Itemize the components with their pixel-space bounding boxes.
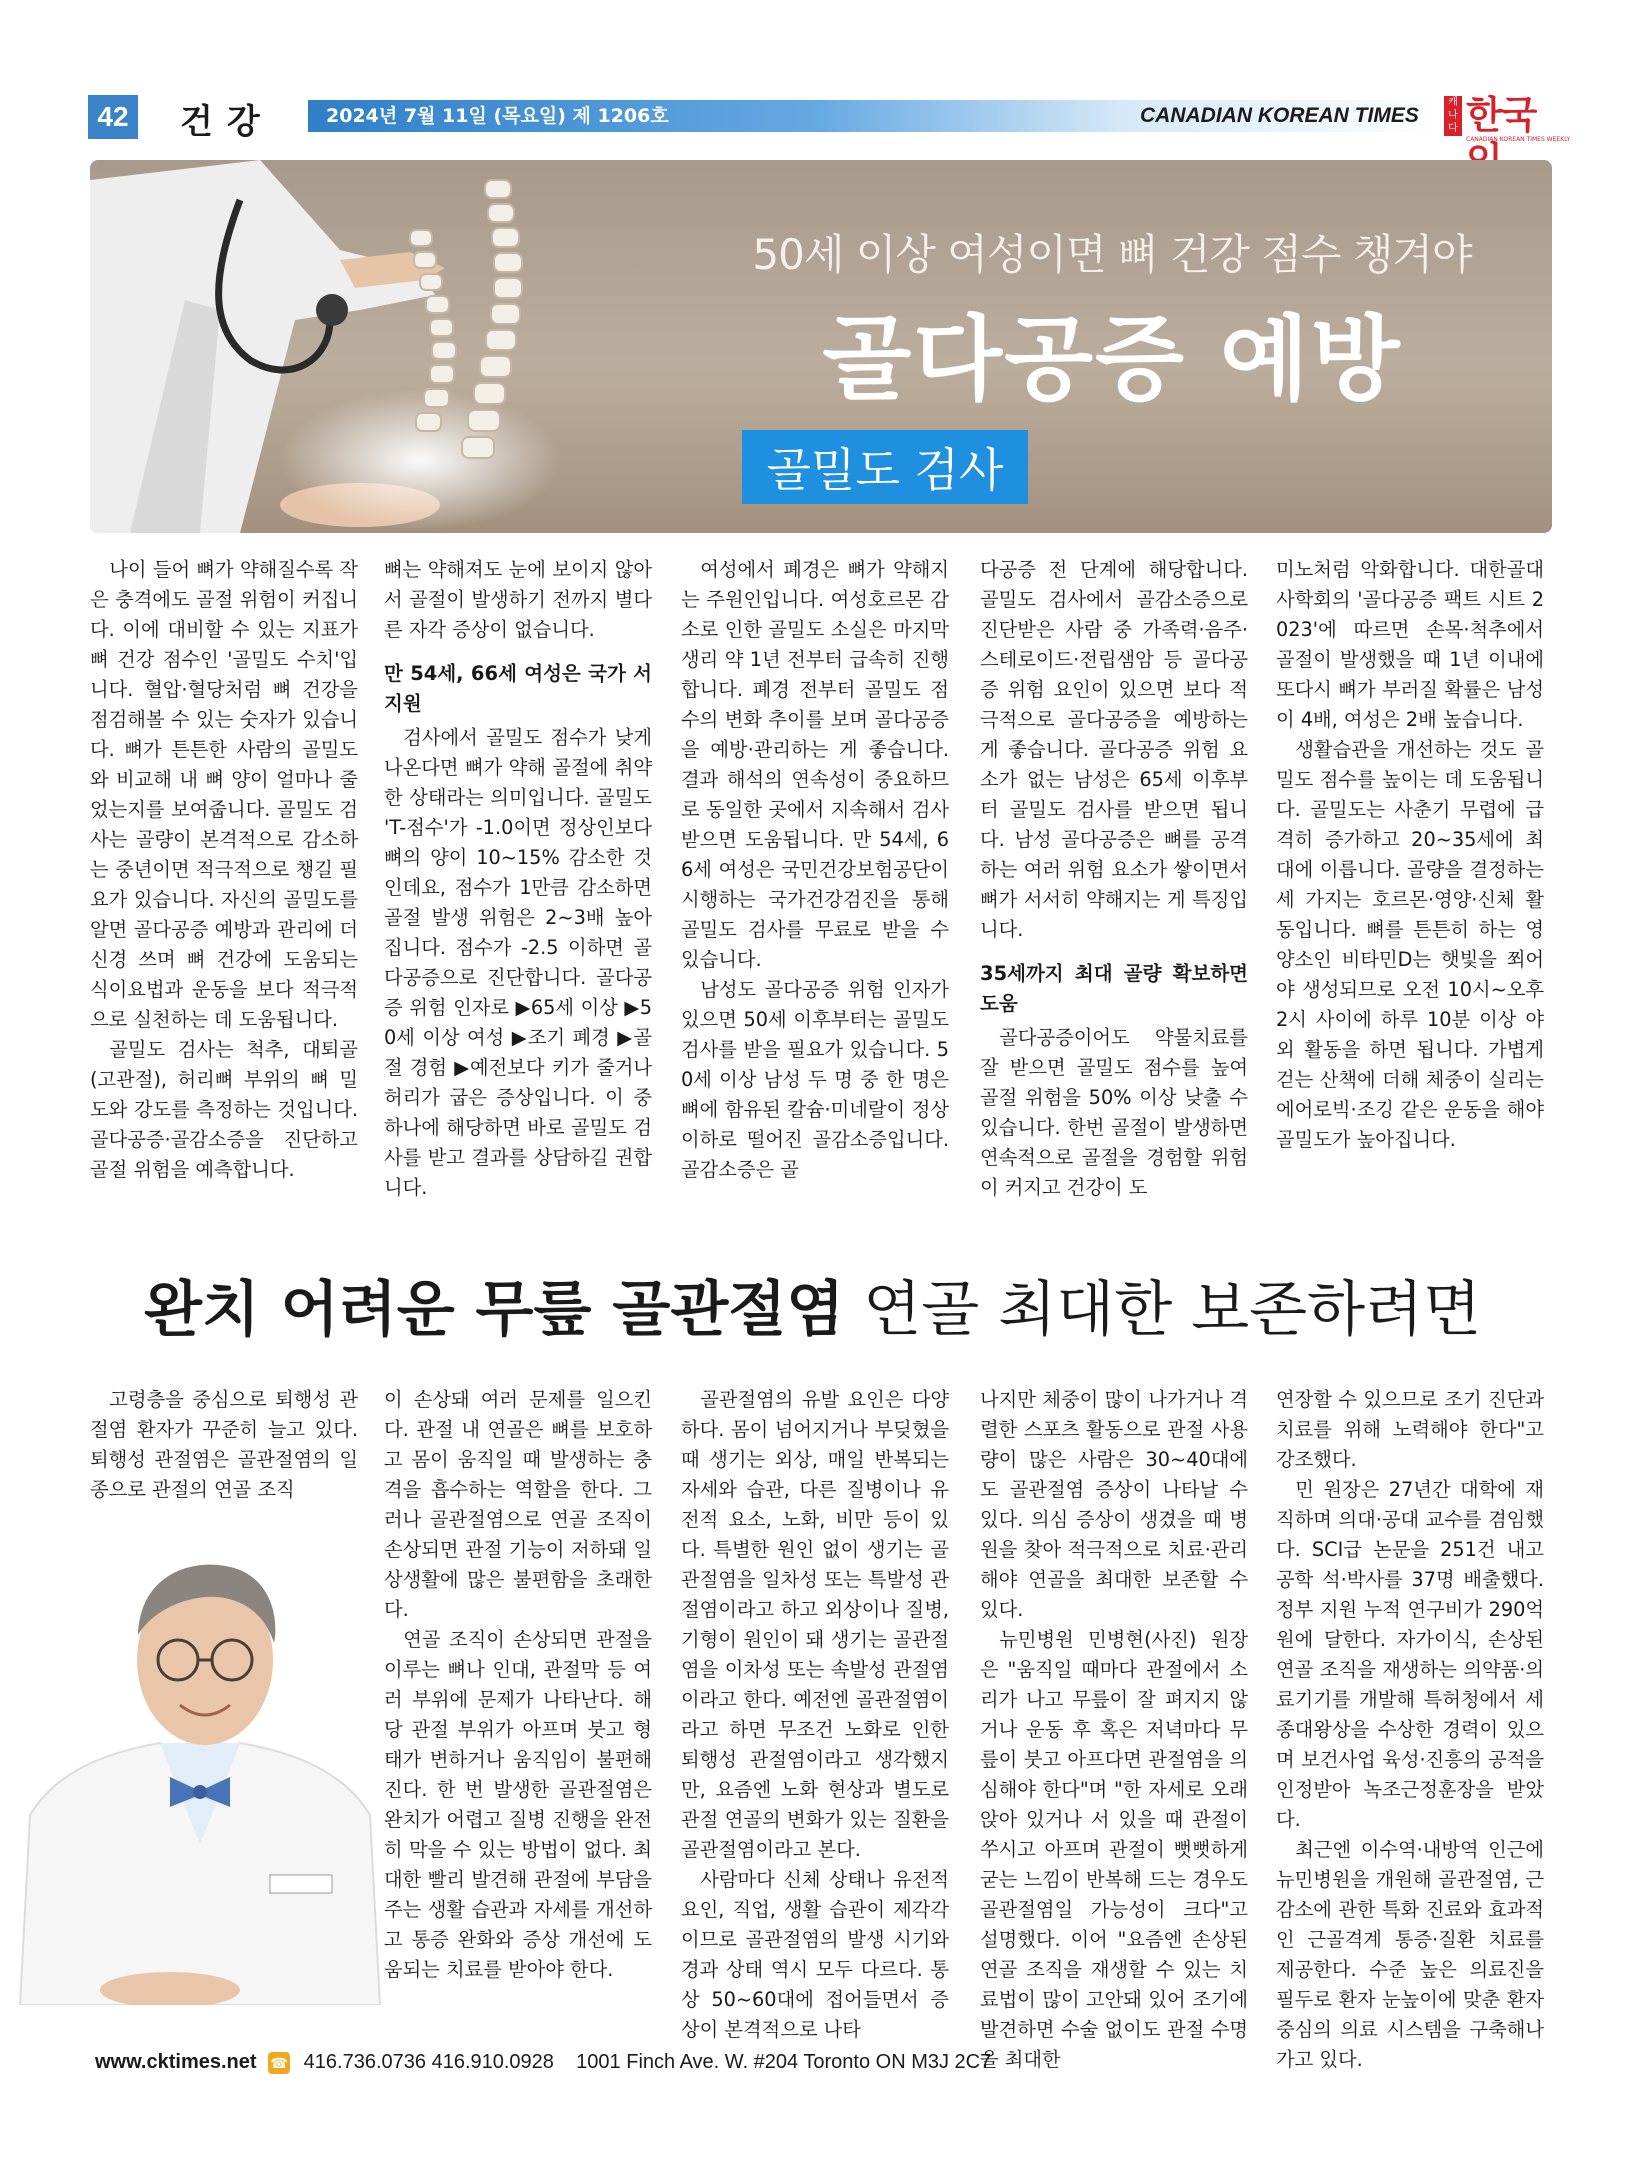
paragraph: 나이 들어 뼈가 약해질수록 작은 충격에도 골절 위험이 커집니다. 이에 대비할 수 있는 지표가 뼈 건강 점수인 '골밀도 수치'입니다. 혈압·혈당처럼 뼈 건강을 점검해볼 수 있는 숫자가 있습니다. 뼈가 튼튼한 사람의 골밀도와 비교해 내 뼈 양이 얼마나 줄었는지를 보여줍니다. 골밀도 검사는 골량이 본격적으로 감소하는 중년이면 적극적으로 챙길 필요가 있습니다. 자신의 골밀도를 알면 골다공증 예방과 관리에 더 신경 쓰며 뼈 건강에 도움되는 식이요법과 운동을 보다 적극적으로 실천하는 데 도움됩니다.	[90, 558, 358, 1031]
footer-phones: 416.736.0736 416.910.0928	[303, 2051, 554, 2073]
article1-column-1	[90, 555, 358, 1185]
publication-name: CANADIAN KOREAN TIMES	[1140, 104, 1419, 127]
article-banner	[90, 160, 1552, 533]
paragraph: 민 원장은 27년간 대학에 재직하며 의대·공대 교수를 겸임했다. SCI급 논문을 251건 내고 공학 석·박사를 37명 배출했다. 정부 지원 누적 연구비가 290억 원에 달한다. 자가이식, 손상된 연골 조직을 재생하는 의약품·의료기기를 개발해 특허청에서 세종대왕상을 수상한 경력이 있으며 보건사업 육성·진흥의 공적을 인정받아 녹조근정훈장을 받았다.	[1276, 1478, 1544, 1831]
footer-address: 1001 Finch Ave. W. #204 Toronto ON M3J 2C7	[576, 2051, 992, 2073]
article-title: 골다공증 예방	[822, 306, 1402, 413]
phone-icon: ☎	[268, 2052, 290, 2074]
paragraph: 남성도 골다공증 위험 인자가 있으면 50세 이후부터는 골밀도 검사를 받을 필요가 있습니다. 50세 이상 남성 두 명 중 한 명은 뼈에 함유된 칼슘·미네랄이 정상 이하로 떨어진 골감소증입니다. 골감소증은 골	[681, 978, 949, 1181]
paragraph: 골다공증이어도 약물치료를 잘 받으면 골밀도 점수를 높여 골절 위험을 50% 이상 낮출 수 있습니다. 한번 골절이 발생하면 연속적으로 골절을 경험할 위험이 커지고 건강이 도	[980, 1026, 1248, 1199]
article1-column-4	[980, 555, 1248, 1203]
paragraph: 검사에서 골밀도 점수가 낮게 나온다면 뼈가 약해 골절에 취약한 상태라는 의미입니다. 골밀도 'T-점수'가 -1.0이면 정상인보다 뼈의 양이 10~15% 감소한 것인데요, 점수가 1만큼 감소하면 골절 발생 위험은 2~3배 높아집니다. 점수가 -2.5 이하면 골다공증으로 진단합니다. 골다공증 위험 인자로 ▶65세 이상 ▶50세 이상 여성 ▶조기 폐경 ▶골절 경험 ▶예전보다 키가 줄거나 허리가 굽은 증상입니다. 이 중 하나에 해당하면 바로 골밀도 검사를 받고 결과를 상담하길 권합니다.	[384, 726, 652, 1199]
doctor-photo	[0, 1515, 400, 2005]
logo-subtext: CANADIAN KOREAN TIMES WEEKLY	[1466, 136, 1571, 143]
section-title: 건강	[180, 102, 274, 142]
issue-date: 2024년 7월 11일 (목요일) 제 1206호	[326, 105, 669, 127]
headline-bold: 완치 어려운 무릎 골관절염	[143, 1275, 845, 1345]
paragraph: 미노처럼 악화합니다. 대한골대사학회의 '골다공증 팩트 시트 2023'에 따르면 손목·척추에서 골절이 발생했을 때 1년 이내에 또다시 뼈가 부러질 확률은 남성이 4배, 여성은 2배 높습니다.	[1276, 558, 1544, 731]
article2-column-3	[681, 1385, 949, 2045]
paragraph: 생활습관을 개선하는 것도 골밀도 점수를 높이는 데 도움됩니다. 골밀도는 사춘기 무렵에 급격히 증가하고 20~35세에 최대에 이릅니다. 골량을 결정하는 세 가지는 호르몬·영양·신체 활동입니다. 뼈를 튼튼히 하는 영양소인 비타민D는 햇빛을 쬐어야 생성되므로 오전 10시~오후 2시 사이에 하루 10분 이상 야외 활동을 하면 됩니다. 가볍게 걷는 산책에 더해 체중이 실리는 에어로빅·조깅 같은 운동을 해야 골밀도가 높아집니다.	[1276, 738, 1544, 1151]
article2-column-5	[1276, 1385, 1544, 2075]
paragraph: 연골 조직이 손상되면 관절을 이루는 뼈나 인대, 관절막 등 여러 부위에 문제가 나타난다. 해당 관절 부위가 아프며 붓고 형태가 변하거나 움직임이 불편해진다. 한 번 발생한 골관절염은 완치가 어렵고 질병 진행을 완전히 막을 수 있는 방법이 없다. 최대한 빨리 발견해 관절에 부담을 주는 생활 습관과 자세를 개선하고 통증 완화와 증상 개선에 도움되는 치료를 받아야 한다.	[384, 1628, 652, 1981]
footer-website[interactable]: www.cktimes.net	[95, 2051, 257, 2073]
paragraph: 골관절염의 유발 요인은 다양하다. 몸이 넘어지거나 부딪혔을 때 생기는 외상, 매일 반복되는 자세와 습관, 다른 질병이나 유전적 요소, 노화, 비만 등이 있다. 특별한 원인 없이 생기는 골관절염을 일차성 또는 특발성 관절염이라고 하고 외상이나 질병, 기형이 원인이 돼 생기는 골관절염을 이차성 또는 속발성 관절염이라고 한다. 예전엔 골관절염이라고 하면 무조건 노화로 인한 퇴행성 관절염이라고 생각했지만, 요즘엔 노화 현상과 별도로 관절 연골의 변화가 있는 질환을 골관절염이라고 본다.	[681, 1388, 949, 1861]
article1-column-5	[1276, 555, 1544, 1155]
paragraph: 고령층을 중심으로 퇴행성 관절염 환자가 꾸준히 늘고 있다. 퇴행성 관절염은 골관절염의 일종으로 관절의 연골 조직	[90, 1388, 358, 1501]
paragraph: 연장할 수 있으므로 조기 진단과 치료를 위해 노력해야 한다"고 강조했다.	[1276, 1388, 1544, 1471]
paragraph: 나지만 체중이 많이 나가거나 격렬한 스포츠 활동으로 관절 사용량이 많은 사람은 30~40대에도 골관절염 증상이 나타날 수 있다. 의심 증상이 생겼을 때 병원을 찾아 적극적으로 치료·관리해야 연골을 최대한 보존할 수 있다.	[980, 1388, 1248, 1621]
paragraph: 이 손상돼 여러 문제를 일으킨다. 관절 내 연골은 뼈를 보호하고 몸이 움직일 때 발생하는 충격을 흡수하는 역할을 한다. 그러나 골관절염으로 연골 조직이 손상되면 관절 기능이 저하돼 일상생활에 많은 불편함을 초래한다.	[384, 1388, 652, 1621]
paragraph: 다공증 전 단계에 해당합니다. 골밀도 검사에서 골감소증으로 진단받은 사람 중 가족력·음주·스테로이드·전립샘암 등 골다공증 위험 요인이 있으면 보다 적극적으로 골다공증을 예방하는 게 좋습니다. 골다공증 위험 요소가 없는 남성은 65세 이후부터 골밀도 검사를 받으면 됩니다. 남성 골다공증은 뼈를 공격하는 여러 위험 요소가 쌓이면서 뼈가 서서히 약해지는 게 특징입니다.	[980, 558, 1248, 941]
logo-text: 한국	[1466, 93, 1536, 137]
paragraph: 여성에서 폐경은 뼈가 약해지는 주원인입니다. 여성호르몬 감소로 인한 골밀도 소실은 마지막 생리 약 1년 전부터 급속히 진행합니다. 폐경 전부터 골밀도 점수의 변화 추이를 보며 골다공증을 예방·관리하는 게 좋습니다. 결과 해석의 연속성이 중요하므로 동일한 곳에서 지속해서 검사받으면 도움됩니다. 만 54세, 66세 여성은 국민건강보험공단이 시행하는 국가건강검진을 통해 골밀도 검사를 무료로 받을 수 있습니다.	[681, 558, 949, 971]
paragraph: 골밀도 검사는 척추, 대퇴골(고관절), 허리뼈 부위의 뼈 밀도와 강도를 측정하는 것입니다. 골다공증·골감소증을 진단하고 골절 위험을 예측합니다.	[90, 1038, 358, 1181]
masthead-logo	[1444, 92, 1571, 144]
article1-column-3	[681, 555, 949, 1185]
page-number: 42	[88, 95, 138, 139]
article-tag: 골밀도 검사	[742, 430, 1028, 504]
paragraph: 사람마다 신체 상태나 유전적 요인, 직업, 생활 습관이 제각각이므로 골관절염의 발생 시기와 경과 상태 역시 모두 다르다. 통상 50~60대에 접어들면서 증상이 본격적으로 나타	[681, 1868, 949, 2041]
subheading: 만 54세, 66세 여성은 국가 서 지원	[384, 662, 652, 715]
article2-column-4	[980, 1385, 1248, 2075]
paragraph: 뼈는 약해져도 눈에 보이지 않아서 골절이 발생하기 전까지 별다른 자각 증상이 없습니다.	[384, 558, 652, 641]
article-subtitle: 50세 이상 여성이면 뼈 건강 점수 챙겨야	[752, 230, 1472, 279]
headline-light: 연골 최대한 보존하려면	[863, 1275, 1482, 1345]
page-footer	[95, 2051, 991, 2074]
logo-small-text: 캐나다	[1444, 96, 1462, 136]
article2-column-1	[90, 1385, 358, 1505]
article2-headline	[0, 1270, 1625, 1350]
paragraph: 최근엔 이수역·내방역 인근에 뉴민병원을 개원해 골관절염, 근감소에 관한 특화 진료와 효과적인 근골격계 통증·질환 치료를 제공한다. 수준 높은 의료진을 필두로 환자 눈높이에 맞춘 환자 중심의 의료 시스템을 구축해나가고 있다.	[1276, 1838, 1544, 2071]
subheading: 35세까지 최대 골량 확보하면 도움	[980, 962, 1248, 1015]
article1-column-2	[384, 555, 652, 1203]
paragraph: 뉴민병원 민병현(사진) 원장은 "움직일 때마다 관절에서 소리가 나고 무릎이 잘 펴지지 않거나 운동 후 혹은 저녁마다 무릎이 붓고 아프다면 관절염을 의심해야 한다"며 "한 자세로 오래 앉아 있거나 서 있을 때 관절이 쑤시고 아프며 관절이 뻣뻣하게 굳는 느낌이 반복해 드는 경우도 골관절염일 가능성이 크다"고 설명했다. 이어 "요즘엔 손상된 연골 조직을 재생할 수 있는 치료법이 많이 고안돼 있어 조기에 발견하면 수술 없이도 관절 수명을 최대한	[980, 1628, 1248, 2071]
article2-column-2	[384, 1385, 652, 1985]
